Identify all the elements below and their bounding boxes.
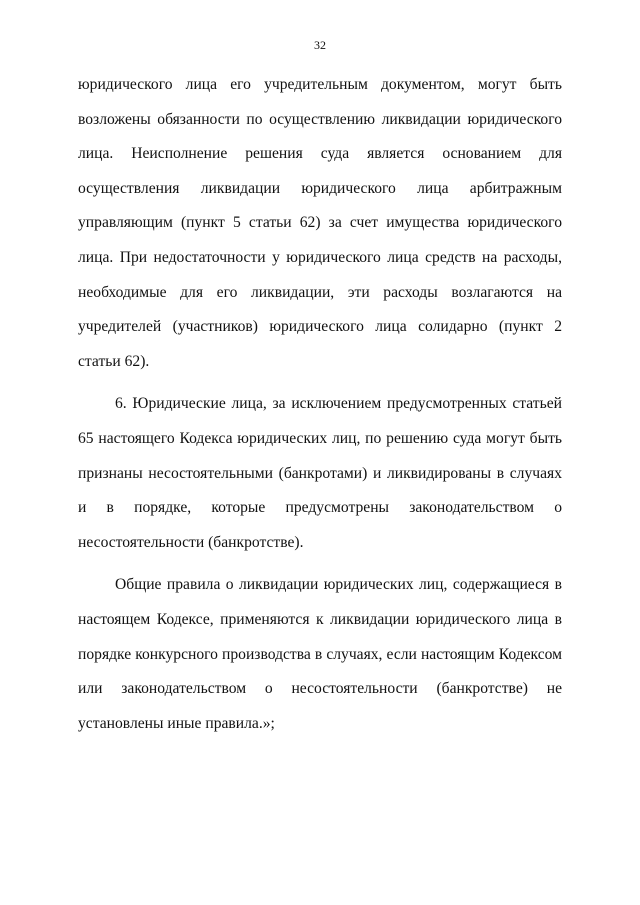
paragraph-spacer [78, 560, 562, 568]
document-body [78, 68, 562, 741]
page-number: 32 [314, 38, 326, 52]
paragraph-general-rules: Общие правила о ликвидации юридических лиц, содержащиеся в настоящем Кодексе, применяются к ликвидации юридического лица в порядке конкурсного производства в случаях, если настоящим Кодексом или законодательством о несостоятельности (банкротстве) не установлены иные правила.»; [78, 576, 562, 732]
paragraph-liquidation-duties: юридического лица его учредительным документом, могут быть возложены обязанности по осуществлению ликвидации юридического лица. Неисполнение решения суда является основанием для осуществления ликвидации юридического лица арбитражным управляющим (пункт 5 статьи 62) за счет имущества юридического лица. При недостаточности у юридического лица средств на расходы, необходимые для его ликвидации, эти расходы возлагаются на учредителей (участников) юридического лица солидарно (пункт 2 статьи 62). [78, 76, 562, 370]
paragraph-spacer [78, 379, 562, 387]
paragraph-insolvency-clause: 6. Юридические лица, за исключением предусмотренных статьей 65 настоящего Кодекса юридических лиц, по решению суда могут быть признаны несостоятельными (банкротами) и ликвидированы в случаях и в порядке, которые предусмотрены законодательством о несостоятельности (банкротстве). [78, 395, 562, 551]
